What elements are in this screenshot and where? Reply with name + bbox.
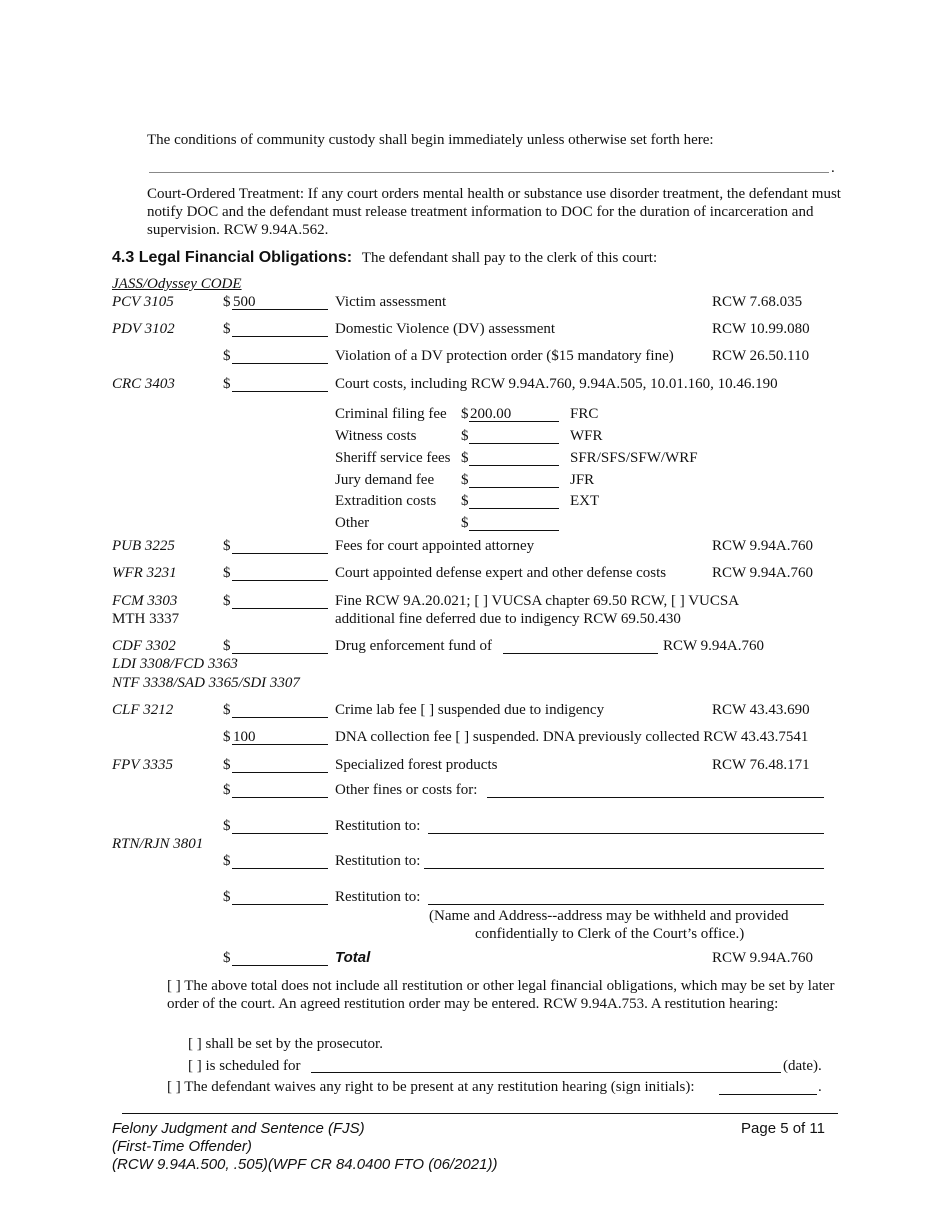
court-cost-label: Jury demand fee — [335, 472, 435, 488]
desc-other: Other fines or costs for: — [335, 782, 478, 798]
footer-title: Felony Judgment and Sentence (FJS) — [112, 1120, 365, 1137]
desc-pcv: Victim assessment — [335, 294, 447, 310]
code-ldi: LDI 3308/FCD 3363 — [112, 656, 238, 672]
rcw-clf: RCW 43.43.690 — [712, 702, 810, 718]
rcw-total: RCW 9.94A.760 — [712, 950, 813, 966]
court-cost-label: Criminal filing fee — [335, 406, 447, 422]
desc-restitution: Restitution to: — [335, 889, 421, 905]
code-pub: PUB 3225 — [112, 538, 175, 554]
desc-fcm-2: additional fine deferred due to indigency RCW 69.50.430 — [335, 611, 681, 627]
court-cost-dollar: $ — [461, 428, 469, 444]
desc-fcm: Fine RCW 9A.20.021; [ ] VUCSA chapter 69.50 RCW, [ ] VUCSA — [335, 593, 740, 609]
page-number: Page 5 of 11 — [741, 1120, 825, 1137]
court-cost-amount-line[interactable] — [469, 487, 559, 488]
initials-blank[interactable] — [719, 1094, 817, 1095]
court-cost-code: FRC — [570, 406, 599, 422]
rcw-dvpo: RCW 26.50.110 — [712, 348, 810, 364]
dollar-sign: $ — [223, 638, 231, 654]
code-ntf: NTF 3338/SAD 3365/SDI 3307 — [112, 675, 300, 691]
dollar-sign: $ — [223, 782, 231, 798]
desc-restitution: Restitution to: — [335, 853, 421, 869]
footer-rule — [122, 1113, 838, 1114]
footer-rcw: (RCW 9.94A.500, .505)(WPF CR 84.0400 FTO (06/2021)) — [112, 1156, 498, 1173]
code-pdv: PDV 3102 — [112, 321, 175, 337]
desc-fpv: Specialized forest products — [335, 757, 498, 773]
court-cost-amount-line[interactable] — [469, 508, 559, 509]
dollar-sign: $ — [223, 818, 231, 834]
code-clf: CLF 3212 — [112, 702, 174, 718]
court-cost-label: Other — [335, 515, 370, 531]
desc-pub: Fees for court appointed attorney — [335, 538, 535, 554]
court-cost-amount-line[interactable] — [469, 530, 559, 531]
dollar-sign: $ — [223, 593, 231, 609]
rcw-pcv: RCW 7.68.035 — [712, 294, 803, 310]
amount-line-crc[interactable] — [232, 391, 328, 392]
amount-line-restitution[interactable] — [232, 868, 328, 869]
code-mth: MTH 3337 — [112, 611, 180, 627]
amount-dna: 100 — [233, 729, 256, 745]
dollar-sign: $ — [223, 889, 231, 905]
rcw-wfr: RCW 9.94A.760 — [712, 565, 813, 581]
dollar-sign: $ — [223, 702, 231, 718]
restitution-note-2: confidentially to Clerk of the Court’s office.) — [475, 926, 745, 942]
amount-line-fpv[interactable] — [232, 772, 328, 773]
amount-line-total[interactable] — [232, 965, 328, 966]
amount-line-cdf[interactable] — [232, 653, 328, 654]
rcw-pub: RCW 9.94A.760 — [712, 538, 813, 554]
court-cost-amount-line[interactable] — [469, 443, 559, 444]
court-cost-label: Sheriff service fees — [335, 450, 451, 466]
code-crc: CRC 3403 — [112, 376, 175, 392]
dollar-sign: $ — [223, 757, 231, 773]
code-cdf: CDF 3302 — [112, 638, 176, 654]
court-ordered-treatment: Court-Ordered Treatment: If any court orders mental health or substance use disorder treatment, the defendant must notify DOC and the defendant must release treatment information to DOC for the duration of incarceration and supervision. RCW 9.94A.562. — [147, 186, 841, 238]
section-intro: The defendant shall pay to the clerk of this court: — [361, 250, 658, 266]
dollar-sign: $ — [223, 321, 231, 337]
desc-wfr: Court appointed defense expert and other defense costs — [335, 565, 667, 581]
restitution-blank[interactable] — [428, 833, 824, 834]
amount-line-clf[interactable] — [232, 717, 328, 718]
code-fpv: FPV 3335 — [112, 757, 173, 773]
drug-fund-blank[interactable] — [503, 653, 658, 654]
section-heading: 4.3 Legal Financial Obligations: — [112, 249, 353, 266]
above-total-note: [ ] The above total does not include all restitution or other legal financial obligations, which may be set by later order of the court. An agreed restitution order may be entered. RCW 9.94A.753. A restitution hearing: — [167, 978, 835, 1012]
amount-line-other[interactable] — [232, 797, 328, 798]
total-label: Total — [335, 949, 371, 966]
amount-line-pdv[interactable] — [232, 336, 328, 337]
restitution-blank[interactable] — [428, 904, 824, 905]
court-cost-code: EXT — [570, 493, 600, 509]
amount-line-dvpo[interactable] — [232, 363, 328, 364]
court-cost-code: WFR — [570, 428, 603, 444]
code-fcm: FCM 3303 — [112, 593, 178, 609]
amount-pcv: 500 — [233, 294, 256, 310]
court-cost-dollar: $ — [461, 472, 469, 488]
dollar-sign: $ — [223, 538, 231, 554]
court-cost-dollar: $ — [461, 450, 469, 466]
date-label: (date). — [783, 1058, 822, 1074]
dollar-sign: $ — [223, 729, 231, 745]
dollar-sign: $ — [223, 376, 231, 392]
amount-line-fcm[interactable] — [232, 608, 328, 609]
custody-period: . — [831, 160, 835, 176]
amount-line-restitution[interactable] — [232, 833, 328, 834]
amount-line-pub[interactable] — [232, 553, 328, 554]
dollar-sign: $ — [223, 565, 231, 581]
dollar-sign: $ — [223, 348, 231, 364]
custody-blank-line[interactable] — [149, 172, 829, 173]
court-cost-label: Extradition costs — [335, 493, 437, 509]
custody-begin-text: The conditions of community custody shall begin immediately unless otherwise set forth here: — [147, 132, 714, 148]
rcw-cdf: RCW 9.94A.760 — [663, 638, 764, 654]
desc-pdv: Domestic Violence (DV) assessment — [335, 321, 556, 337]
section-heading-row — [112, 249, 657, 267]
desc-dvpo: Violation of a DV protection order ($15 mandatory fine) — [335, 348, 674, 364]
court-cost-label: Witness costs — [335, 428, 417, 444]
court-cost-dollar: $ — [461, 406, 469, 422]
dollar-sign: $ — [223, 294, 231, 310]
restitution-note: (Name and Address--address may be withheld and provided — [429, 908, 789, 924]
prosecutor-option[interactable]: [ ] shall be set by the prosecutor. — [188, 1036, 383, 1052]
court-cost-dollar: $ — [461, 515, 469, 531]
rcw-fpv: RCW 76.48.171 — [712, 757, 810, 773]
desc-clf: Crime lab fee [ ] suspended due to indigency — [335, 702, 605, 718]
court-cost-code: SFR/SFS/SFW/WRF — [570, 450, 698, 466]
dollar-sign: $ — [223, 950, 231, 966]
amount-line-wfr[interactable] — [232, 580, 328, 581]
code-rtn: RTN/RJN 3801 — [112, 836, 204, 852]
code-header: JASS/Odyssey CODE — [112, 276, 242, 292]
code-pcv: PCV 3105 — [112, 294, 174, 310]
court-cost-code: JFR — [570, 472, 595, 488]
waives-period: . — [818, 1079, 822, 1095]
court-cost-dollar: $ — [461, 493, 469, 509]
dollar-sign: $ — [223, 853, 231, 869]
rcw-pdv: RCW 10.99.080 — [712, 321, 810, 337]
scheduled-date-blank[interactable] — [311, 1072, 781, 1073]
court-cost-amount-line[interactable] — [469, 465, 559, 466]
desc-crc: Court costs, including RCW 9.94A.760, 9.94A.505, 10.01.160, 10.46.190 — [335, 376, 778, 392]
scheduled-option[interactable]: [ ] is scheduled for — [188, 1058, 301, 1074]
code-wfr: WFR 3231 — [112, 565, 177, 581]
desc-restitution: Restitution to: — [335, 818, 421, 834]
amount-line-restitution[interactable] — [232, 904, 328, 905]
footer-subtitle: (First-Time Offender) — [112, 1138, 252, 1155]
court-cost-amount: 200.00 — [470, 406, 512, 422]
other-fines-blank[interactable] — [487, 797, 824, 798]
desc-dna: DNA collection fee [ ] suspended. DNA previously collected RCW 43.43.7541 — [335, 729, 809, 745]
desc-cdf: Drug enforcement fund of — [335, 638, 493, 654]
waives-option[interactable]: [ ] The defendant waives any right to be present at any restitution hearing (sign initials): — [167, 1079, 695, 1095]
restitution-blank[interactable] — [424, 868, 824, 869]
